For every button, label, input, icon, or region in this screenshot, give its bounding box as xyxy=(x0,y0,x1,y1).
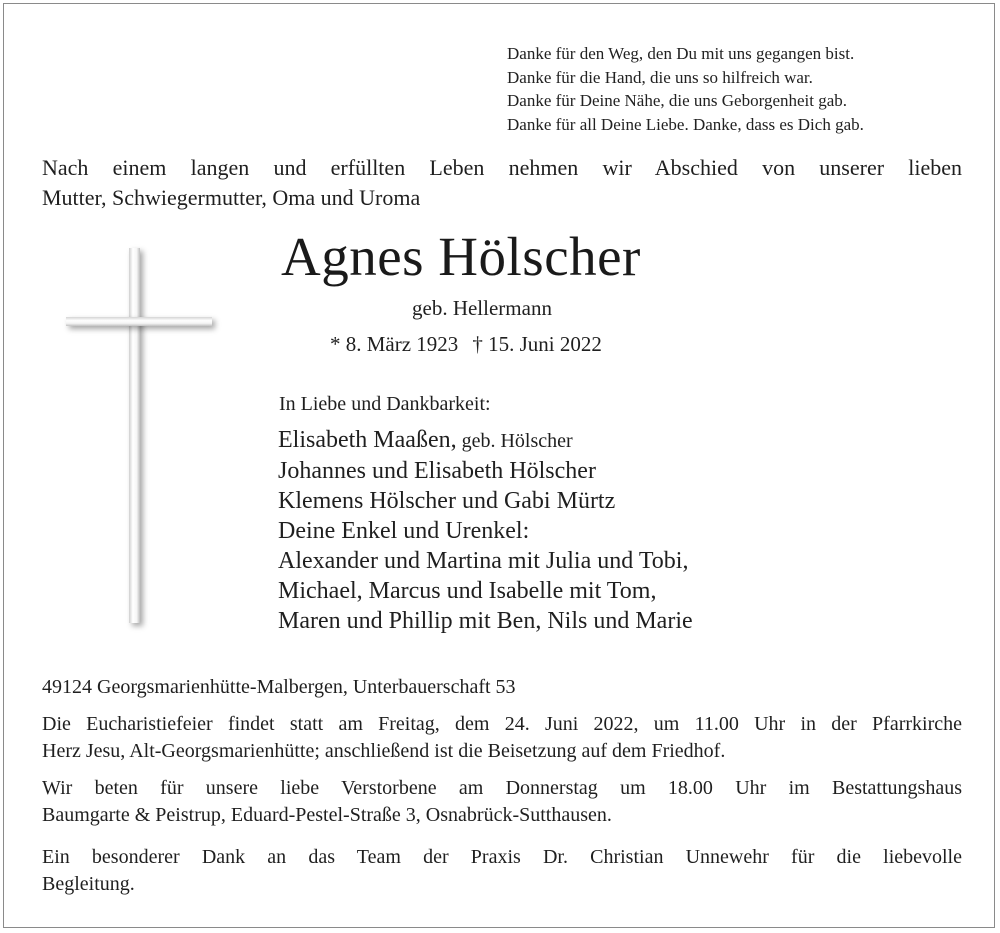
mourner-name: Elisabeth Maaßen, xyxy=(278,427,457,453)
poem-line: Danke für all Deine Liebe. Danke, dass es Dich gab. xyxy=(507,114,864,134)
mourner-line: Alexander und Martina mit Julia und Tobi, xyxy=(278,548,689,574)
poem-line: Danke für den Weg, den Du mit uns gegangen bist. xyxy=(507,44,855,63)
cross-icon xyxy=(66,248,216,628)
gratitude-poem xyxy=(507,42,977,136)
mourner-line: Klemens Hölscher und Gabi Mürtz xyxy=(278,488,616,514)
paragraph-line: Ein besonderer Dank an das Team der Praxis Dr. Christian Unnewehr für die liebevolle xyxy=(42,846,962,868)
poem-line: Danke für Deine Nähe, die uns Geborgenheit gab. xyxy=(507,91,848,110)
intro-text xyxy=(42,153,962,213)
intro-line: Nach einem langen und erfüllten Leben nehmen wir Abschied von unserer lieben xyxy=(42,155,962,180)
cross-vertical-beam xyxy=(129,248,140,623)
paragraph-line: Baumgarte & Peistrup, Eduard-Pestel-Straße 3, Osnabrück-Sutthausen. xyxy=(42,804,612,826)
mourner-line: Maren und Phillip mit Ben, Nils und Marie xyxy=(278,608,693,634)
poem-line: Danke für die Hand, die uns so hilfreich war. xyxy=(507,67,813,87)
mourner-line: Michael, Marcus und Isabelle mit Tom, xyxy=(278,578,657,604)
paragraph-line: Begleitung. xyxy=(42,873,135,895)
mourner-line: Deine Enkel und Urenkel: xyxy=(278,518,530,544)
mourner-maiden-suffix: geb. Hölscher xyxy=(456,430,573,452)
cross-horizontal-beam xyxy=(66,317,212,326)
mourners-heading: In Liebe und Dankbarkeit: xyxy=(279,393,491,415)
paragraph-line: Wir beten für unsere liebe Verstorbene am Donnerstag um 18.00 Uhr im Bestattungshaus xyxy=(42,777,962,799)
deceased-name: Agnes Hölscher xyxy=(281,226,641,287)
birth-date: * 8. März 1923 xyxy=(330,332,459,356)
mourner-line: Johannes und Elisabeth Hölscher xyxy=(278,458,596,484)
intro-line: Mutter, Schwiegermutter, Oma und Uroma xyxy=(42,185,421,210)
maiden-name: geb. Hellermann xyxy=(412,296,552,320)
paragraph-line: Herz Jesu, Alt-Georgsmarienhütte; anschließend ist die Beisetzung auf dem Friedhof. xyxy=(42,740,726,762)
mourner-line xyxy=(278,425,693,456)
mass-announcement xyxy=(42,711,962,765)
death-date: † 15. Juni 2022 xyxy=(472,332,602,356)
paragraph-line: Die Eucharistiefeier findet statt am Freitag, dem 24. Juni 2022, um 11.00 Uhr in der Pfarrkirche xyxy=(42,713,962,735)
family-address: 49124 Georgsmarienhütte-Malbergen, Unterbauerschaft 53 xyxy=(42,676,516,698)
life-dates xyxy=(330,330,602,358)
prayer-announcement xyxy=(42,775,962,829)
thanks-note xyxy=(42,844,962,898)
mourners-list xyxy=(278,425,693,636)
